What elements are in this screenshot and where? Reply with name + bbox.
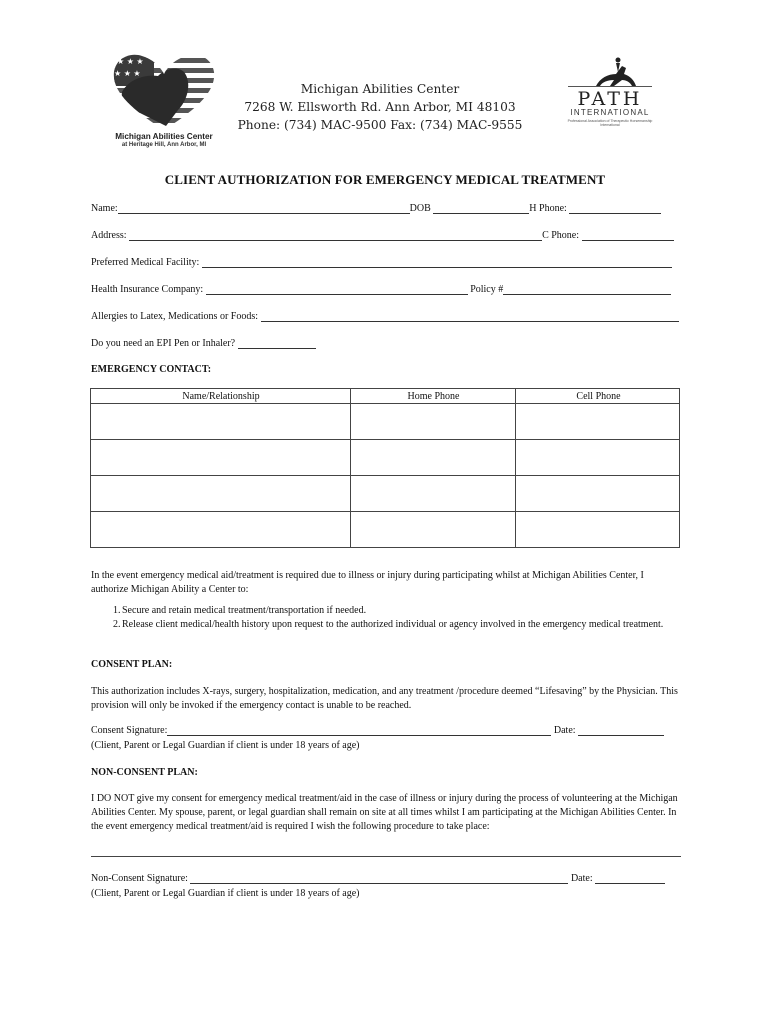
allergies-field[interactable] — [261, 311, 679, 322]
dob-field[interactable] — [433, 203, 529, 214]
h-phone-label: H Phone: — [529, 203, 567, 214]
facility-row — [91, 257, 672, 271]
michigan-abilities-logo — [108, 52, 218, 152]
heart-flag-icon — [108, 52, 220, 132]
org-contact: Phone: (734) MAC-9500 Fax: (734) MAC-9555 — [237, 118, 523, 132]
emergency-heading: EMERGENCY CONTACT: — [91, 364, 212, 375]
c-phone-label: C Phone: — [542, 230, 580, 241]
authorization-intro: In the event emergency medical aid/treatment is required due to illness or injury during participating whilst at Michigan Abilities Center, I authorize Michigan Ability a Center to: — [91, 570, 644, 595]
list-text: Secure and retain medical treatment/transportation if needed. — [122, 605, 367, 616]
insurance-label: Health Insurance Company: — [91, 284, 204, 295]
epi-field[interactable] — [238, 338, 316, 349]
svg-text:★ ★ ★: ★ ★ ★ — [117, 57, 144, 66]
non-consent-signature-label: Non-Consent Signature: — [91, 873, 188, 884]
name-field[interactable] — [118, 203, 410, 214]
table-divider — [350, 389, 351, 547]
list-item — [91, 618, 681, 632]
policy-field[interactable] — [503, 284, 671, 295]
consent-signature-row — [91, 725, 664, 739]
allergies-label: Allergies to Latex, Medications or Foods: — [91, 311, 259, 322]
non-consent-date-label: Date: — [570, 873, 593, 884]
left-logo-name: Michigan Abilities Center — [115, 132, 213, 141]
col-name-relationship: Name/Relationship — [182, 391, 260, 402]
svg-text:★ ★ ★: ★ ★ ★ — [114, 69, 141, 78]
procedure-field[interactable] — [91, 856, 681, 857]
consent-date-field[interactable] — [578, 725, 664, 736]
list-number: 1. — [113, 605, 121, 616]
left-logo-subtitle: at Heritage Hill, Ann Arbor, MI — [121, 142, 207, 148]
horse-rider-icon — [556, 56, 666, 90]
non-consent-date-field[interactable] — [595, 873, 665, 884]
facility-label: Preferred Medical Facility: — [91, 257, 200, 268]
logo-rule — [568, 86, 652, 87]
table-divider — [515, 389, 516, 547]
path-international-logo — [556, 56, 666, 128]
policy-label: Policy # — [470, 284, 504, 295]
consent-heading: CONSENT PLAN: — [91, 659, 173, 670]
list-text: Release client medical/health history upon request to the authorized individual or agency involved in the emergency medical treatment. — [122, 619, 664, 630]
table-rule — [91, 475, 679, 476]
c-phone-field[interactable] — [582, 230, 674, 241]
path-tagline: Professional Association of Therapeutic Horsemanship International — [567, 119, 653, 127]
consent-date-label: Date: — [553, 725, 576, 736]
org-address: 7268 W. Ellsworth Rd. Ann Arbor, MI 48103 — [244, 100, 516, 114]
consent-signature-field[interactable] — [167, 725, 551, 736]
table-rule — [91, 439, 679, 440]
insurance-row — [91, 284, 671, 298]
address-row — [91, 230, 674, 244]
address-field[interactable] — [129, 230, 542, 241]
col-cell-phone: Cell Phone — [576, 391, 621, 402]
non-consent-signature-row — [91, 873, 665, 887]
epi-label: Do you need an EPI Pen or Inhaler? — [91, 338, 236, 349]
table-rule — [91, 511, 679, 512]
non-consent-signature-field[interactable] — [190, 873, 568, 884]
org-name: Michigan Abilities Center — [300, 82, 460, 96]
allergies-row — [91, 311, 679, 325]
facility-field[interactable] — [202, 257, 672, 268]
consent-signature-label: Consent Signature: — [91, 725, 168, 736]
name-label: Name: — [91, 203, 118, 214]
authorization-list — [91, 604, 681, 632]
name-row — [91, 203, 661, 217]
list-number: 2. — [113, 619, 121, 630]
emergency-contact-table — [90, 388, 680, 548]
insurance-field[interactable] — [206, 284, 468, 295]
col-home-phone: Home Phone — [407, 391, 460, 402]
list-item — [91, 604, 681, 618]
path-wordmark: PATH — [577, 88, 643, 110]
consent-note: (Client, Parent or Legal Guardian if client is under 18 years of age) — [91, 740, 360, 751]
non-consent-text: I DO NOT give my consent for emergency medical treatment/aid in the case of illness or injury during the process of volunteering at the Michigan Abilities Center. My spouse, parent, or legal guardian shall remain on site at all times whilst I am participating at the Michigan Abilities Center. In the event emergency medical treatment/aid is required I wish the following procedure to take place: — [91, 793, 678, 832]
form-title: CLIENT AUTHORIZATION FOR EMERGENCY MEDICAL TREATMENT — [164, 172, 606, 187]
consent-text: This authorization includes X-rays, surgery, hospitalization, medication, and any treatment /procedure deemed “Lifesaving” by the Physician. This provision will only be invoked if the emergency contact is unable to be reached. — [91, 686, 678, 711]
epi-row — [91, 338, 316, 352]
non-consent-note: (Client, Parent or Legal Guardian if client is under 18 years of age) — [91, 888, 360, 899]
address-label: Address: — [91, 230, 127, 241]
org-info — [230, 80, 530, 134]
table-rule — [91, 403, 679, 404]
dob-label: DOB — [409, 203, 431, 214]
h-phone-field[interactable] — [569, 203, 661, 214]
international-wordmark: INTERNATIONAL — [570, 108, 650, 117]
non-consent-heading: NON-CONSENT PLAN: — [91, 767, 198, 778]
